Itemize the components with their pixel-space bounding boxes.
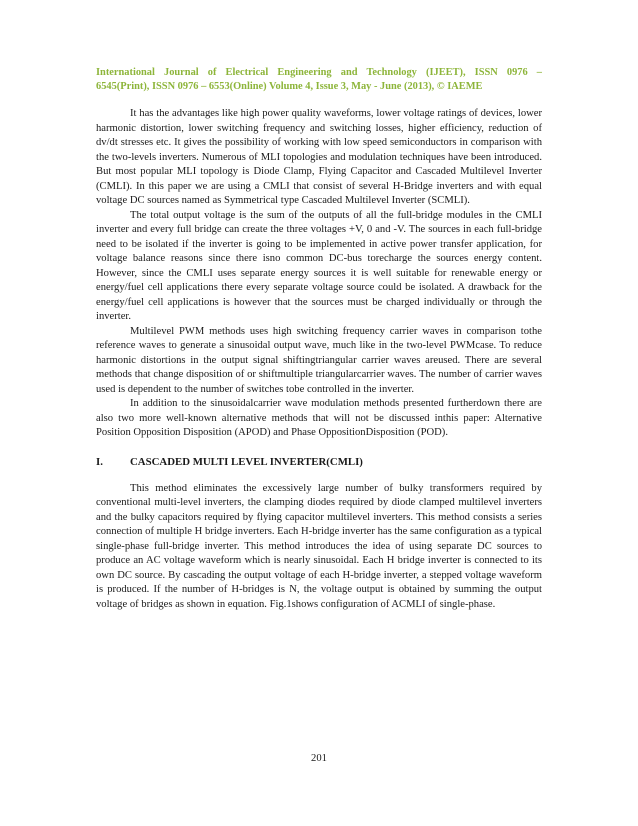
journal-header-line-1: International Journal of Electrical Engineering and Technology (IJEET), ISSN 0976 –: [96, 67, 542, 78]
body-paragraph: Multilevel PWM methods uses high switching frequency carrier waves in comparison tothe reference waves to generate a sinusoidal output wave, much like in the two-level PWMcase. To reduce harmonic distortions in the output signal shiftingtriangular carrier waves areused. There are several methods that change disposition of or shiftmultiple triangularcarrier waves. The number of carrier waves used is dependent to the number of switches tobe controlled in the inverter.: [96, 325, 542, 395]
journal-header: [96, 66, 542, 93]
body-paragraph: In addition to the sinusoidalcarrier wave modulation methods presented furtherdown there are also two more well-known alternative methods that will not be discussed inthis paper: Alternative Position Opposition Disposition (APOD) and Phase OppositionDisposition (POD).: [96, 398, 542, 438]
page-content: [96, 66, 542, 612]
section-heading: [96, 455, 542, 469]
journal-header-line-2: 6545(Print), ISSN 0976 – 6553(Online) Volume 4, Issue 3, May - June (2013), © IAEME: [96, 80, 483, 92]
section-title: CASCADED MULTI LEVEL INVERTER(CMLI): [130, 455, 363, 468]
section-paragraph: This method eliminates the excessively large number of bulky transformers required by conventional multi-level inverters, the clamping diodes required by diode clamped multilevel inverters and the bulky capacitors required by flying capacitor multilevel inverters. This method consists a series connection of multiple H bridge inverters. Each H-bridge inverter has the same configuration as a typical single-phase full-bridge inverter. This method introduces the idea of using separate DC sources to produce an AC voltage waveform which is nearly sinusoidal. Each H bridge inverter is connected to its own DC source. By cascading the output voltage of each H-bridge inverter, a stepped voltage waveform is produced. If the number of H-bridges is N, the voltage output is obtained by summing the output voltage of bridges as shown in equation. Fig.1shows configuration of ACMLI of single-phase.: [96, 482, 542, 610]
page-number: 201: [311, 753, 327, 764]
section-number: I.: [96, 455, 103, 468]
body-paragraph: It has the advantages like high power quality waveforms, lower voltage ratings of devices, lower harmonic distortion, lower switching frequency and switching losses, higher efficiency, reduction of dv/dt stresses etc. It gives the possibility of working with low speed semiconductors in comparison with the two-levels inverters. Numerous of MLI topologies and modulation techniques have been introduced. But most popular MLI topology is Diode Clamp, Flying Capacitor and Cascaded Multilevel Inverter (CMLI). In this paper we are using a CMLI that consist of several H-Bridge inverters and with equal voltage DC sources named as Symmetrical type Cascaded Multilevel Inverter (SCMLI).: [96, 108, 542, 206]
body-paragraph: The total output voltage is the sum of the outputs of all the full-bridge modules in the CMLI inverter and every full bridge can create the three voltages +V, 0 and -V. The sources in each full-bridge need to be isolated if the inverter is going to be implemented in active power transfer application, for voltage balance reasons since there isno common DC-bus torecharge the sources energy content. However, since the CMLI uses separate energy sources it is well suitable for renewable energy or energy/fuel cell applications there every separate voltage source could be isolated. A drawback for the energy/fuel cell applications is however that the sources must be charged individually or through the inverter.: [96, 209, 542, 322]
